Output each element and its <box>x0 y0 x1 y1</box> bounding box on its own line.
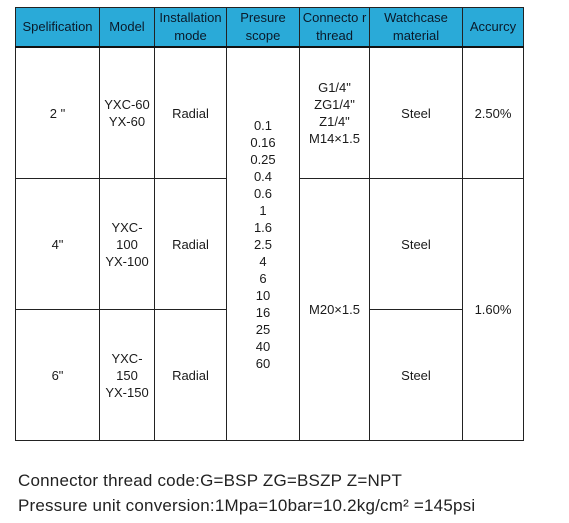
pressure-value: 0.6 <box>253 185 273 201</box>
pressure-value: 0.16 <box>250 134 276 150</box>
header-row <box>16 8 524 48</box>
header-model: Model <box>100 8 155 48</box>
model-line: YXC- <box>111 219 143 235</box>
thread-line: G1/4" <box>318 80 351 95</box>
header-installation-mode: Installation mode <box>155 8 227 48</box>
model-line: YX-60 <box>108 114 146 129</box>
pressure-value: 1.6 <box>253 219 273 235</box>
unit-conversion-note: Pressure unit conversion:1Mpa=10bar=10.2kg/cm² =145psi <box>18 496 476 515</box>
pressure-value: 10 <box>255 287 271 303</box>
installation-cell: Radial <box>155 47 227 179</box>
watchcase-cell: Steel <box>370 47 463 179</box>
model-cell <box>100 310 155 441</box>
model-line: 150 <box>116 367 138 383</box>
pressure-value: 0.25 <box>250 151 276 167</box>
thread-line: Z1/4" <box>319 114 350 129</box>
pressure-value: 0.4 <box>253 168 273 184</box>
accuracy-cell: 1.60% <box>463 179 524 441</box>
notes <box>18 468 475 518</box>
pressure-value: 60 <box>255 355 271 371</box>
model-line: YXC- <box>111 350 143 366</box>
thread-line: M14×1.5 <box>309 131 360 146</box>
table-row <box>16 47 524 179</box>
model-line: YX-150 <box>105 384 149 400</box>
pressure-value: 0.1 <box>253 117 273 133</box>
connector-thread-cell: M20×1.5 <box>300 179 370 441</box>
pressure-value: 4 <box>259 253 267 269</box>
pressure-value: 16 <box>255 304 271 320</box>
pressure-value: 40 <box>255 338 271 354</box>
pressure-value: 1 <box>259 202 267 218</box>
model-line: YX-100 <box>105 253 149 269</box>
spec-table <box>15 7 524 441</box>
watchcase-cell: Steel <box>370 179 463 310</box>
model-cell <box>100 47 155 179</box>
header-accuracy: Accurcy <box>463 8 524 48</box>
installation-cell: Radial <box>155 310 227 441</box>
pressure-scope-cell <box>227 47 300 441</box>
header-specification: Spelification <box>16 8 100 48</box>
thread-line: ZG1/4" <box>314 97 355 112</box>
header-pressure-scope: Presure scope <box>227 8 300 48</box>
connector-thread-cell <box>300 47 370 179</box>
model-line: YXC-60 <box>104 97 150 112</box>
watchcase-cell: Steel <box>370 310 463 441</box>
model-cell <box>100 179 155 310</box>
pressure-value: 25 <box>255 321 271 337</box>
model-line: 100 <box>116 236 138 252</box>
thread-code-note: Connector thread code:G=BSP ZG=BSZP Z=NPT <box>18 471 403 490</box>
accuracy-cell: 2.50% <box>463 47 524 179</box>
pressure-value: 6 <box>259 270 267 286</box>
size-cell: 4" <box>16 179 100 310</box>
pressure-value: 2.5 <box>253 236 273 252</box>
header-connector-thread: Connecto r thread <box>300 8 370 48</box>
header-watchcase-material: Watchcase material <box>370 8 463 48</box>
installation-cell: Radial <box>155 179 227 310</box>
size-cell: 2 " <box>16 47 100 179</box>
size-cell: 6" <box>16 310 100 441</box>
